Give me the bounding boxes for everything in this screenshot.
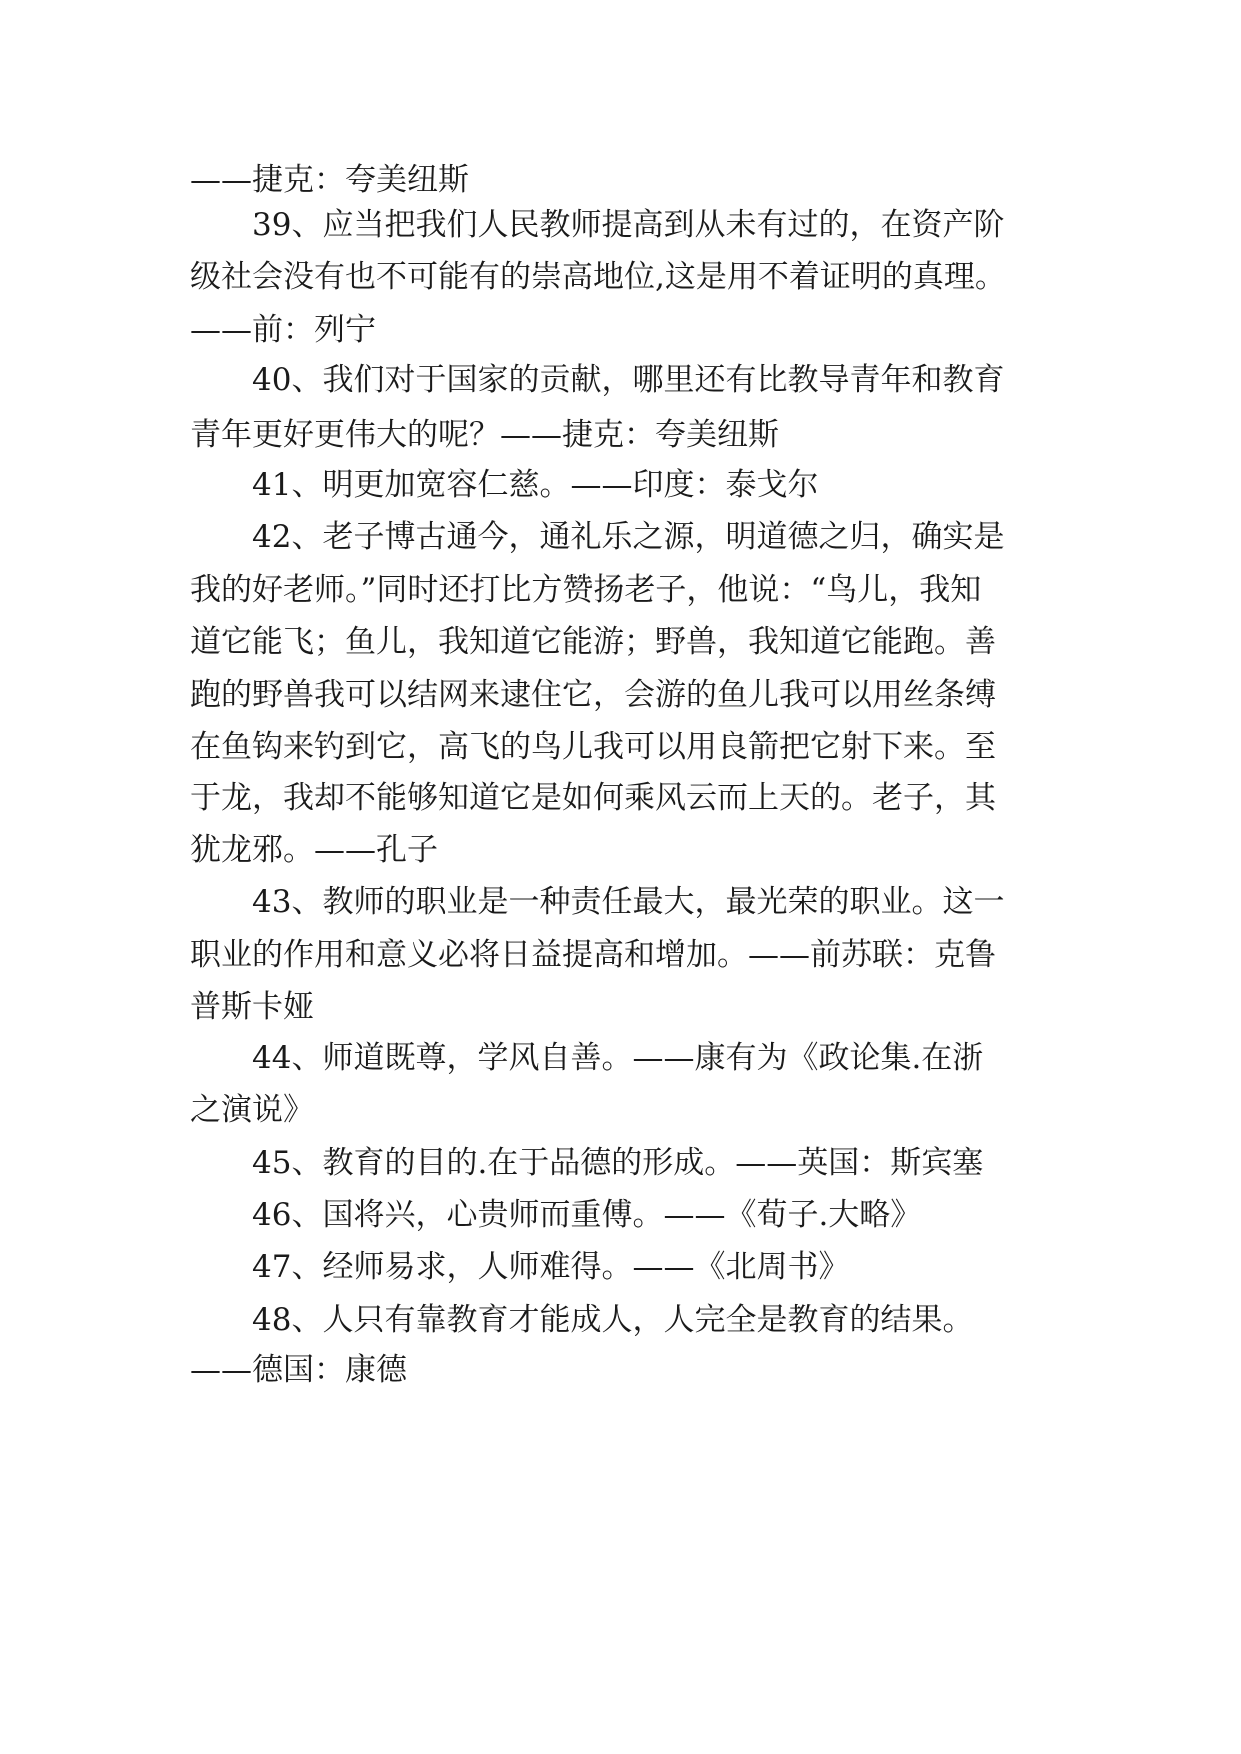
text-line: ——德国：康德: [190, 1352, 407, 1388]
text-line: 道它能飞；鱼儿，我知道它能游；野兽，我知道它能跑。善: [190, 624, 996, 660]
text-line: 在鱼钩来钓到它，高飞的鸟儿我可以用良箭把它射下来。至: [190, 729, 996, 765]
text-line: 之演说》: [190, 1092, 314, 1128]
text-line: ——捷克：夸美纽斯: [190, 162, 469, 198]
text-line: 40、我们对于国家的贡献，哪里还有比教导青年和教育: [252, 362, 1005, 398]
text-line: 犹龙邪。——孔子: [190, 832, 438, 868]
text-line: 我的好老师。”同时还打比方赞扬老子，他说：“鸟儿，我知: [190, 572, 982, 608]
text-line: 44、师道既尊，学风自善。——康有为《政论集.在浙: [252, 1040, 984, 1076]
text-line: 青年更好更伟大的呢？——捷克：夸美纽斯: [190, 417, 779, 453]
text-line: 39、应当把我们人民教师提高到从未有过的，在资产阶: [252, 207, 1005, 243]
text-line: 48、人只有靠教育才能成人，人完全是教育的结果。: [252, 1302, 974, 1338]
text-line: 46、国将兴，心贵师而重傅。——《荀子.大略》: [252, 1197, 922, 1233]
text-line: 普斯卡娅: [190, 989, 314, 1025]
text-line: 职业的作用和意义必将日益提高和增加。——前苏联：克鲁: [190, 937, 996, 973]
text-line: 级社会没有也不可能有的崇高地位,这是用不着证明的真理。: [190, 259, 1006, 295]
text-line: 跑的野兽我可以结网来逮住它，会游的鱼儿我可以用丝条缚: [190, 677, 996, 713]
text-line: 42、老子博古通今，通礼乐之源，明道德之归，确实是: [252, 519, 1005, 555]
text-line: 于龙，我却不能够知道它是如何乘风云而上天的。老子，其: [190, 780, 996, 816]
text-line: ——前：列宁: [190, 312, 376, 348]
text-line: 43、教师的职业是一种责任最大，最光荣的职业。这一: [252, 884, 1005, 920]
text-line: 47、经师易求，人师难得。——《北周书》: [252, 1249, 850, 1285]
text-line: 45、教育的目的.在于品德的形成。——英国：斯宾塞: [252, 1145, 984, 1181]
text-line: 41、明更加宽容仁慈。——印度：泰戈尔: [252, 467, 819, 503]
